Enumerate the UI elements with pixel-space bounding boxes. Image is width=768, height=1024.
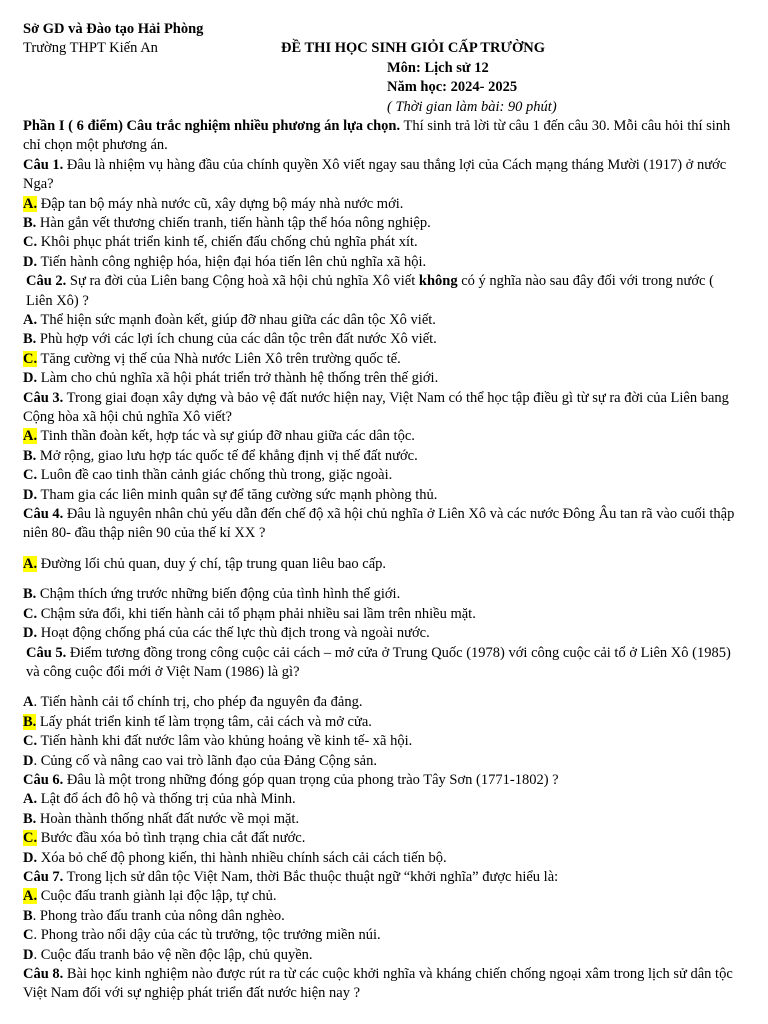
- question-text: Trong giai đoạn xây dựng và bảo vệ đất nước hiện nay, Việt Nam có thể học tập điều gì từ sự ra đời của Liên bang Cộng hòa xã hội chủ nghĩa Xô viết?: [23, 389, 729, 426]
- option-letter: B.: [23, 214, 37, 231]
- option-text: Bước đầu xóa bỏ tình trạng chia cắt đất nước.: [37, 830, 306, 847]
- school-name: Trường THPT Kiến An: [23, 40, 158, 57]
- option-text: Tham gia các liên minh quân sự để tăng cường sức mạnh phòng thủ.: [37, 486, 438, 503]
- question-number: Câu 2.: [26, 273, 67, 290]
- q6-option-c: [23, 829, 744, 848]
- question-1: [23, 156, 744, 195]
- question-text: Điểm tương đồng trong công cuộc cải cách – mở cửa ở Trung Quốc (1978) với công cuộc cải tổ ở Liên Xô (1985) và công cuộc đổi mới ở Việt Nam (1986) là gì?: [26, 644, 731, 680]
- q1-option-d: [23, 253, 744, 272]
- duration-label: ( Thời gian làm bài: 90 phút): [387, 98, 557, 115]
- q7-option-d: [23, 946, 744, 965]
- option-letter: B.: [23, 331, 37, 348]
- option-text: Hoạt động chống phá của các thế lực thù địch trong và ngoài nước.: [37, 625, 430, 642]
- q3-option-b: [23, 447, 744, 466]
- option-text: Phù hợp với các lợi ích chung của các dân tộc trên đất nước Xô viết.: [36, 331, 437, 348]
- option-text: Làm cho chủ nghĩa xã hội phát triển trở thành hệ thống trên thế giới.: [37, 370, 439, 387]
- option-letter: B.: [23, 810, 37, 827]
- option-letter: C.: [23, 234, 38, 251]
- q6-option-d: [23, 849, 744, 868]
- option-text: Xóa bỏ chế độ phong kiến, thi hành nhiều chính sách cải cách tiến bộ.: [37, 849, 447, 866]
- spacer: [23, 544, 744, 555]
- option-letter: A.: [23, 428, 38, 445]
- question-text: Đâu là nhiệm vụ hàng đầu của chính quyền Xô viết ngay sau thắng lợi của Cách mạng tháng Mười (1917) ở nước Nga?: [23, 156, 727, 193]
- option-letter: A.: [23, 312, 38, 329]
- option-text: . Cuộc đấu tranh bảo vệ nền độc lập, chủ quyền.: [33, 946, 313, 963]
- option-text: Tiến hành khi đất nước lâm vào khủng hoảng về kinh tế- xã hội.: [37, 733, 413, 750]
- q2-option-d: [23, 369, 744, 388]
- option-letter: D.: [23, 253, 38, 270]
- question-4: [23, 505, 744, 544]
- option-text: Tinh thần đoàn kết, hợp tác và sự giúp đỡ nhau giữa các dân tộc.: [37, 428, 415, 445]
- header-row-2: [23, 39, 744, 58]
- option-letter: A.: [23, 791, 38, 808]
- question-emphasis: không: [418, 273, 458, 290]
- subject-label: Môn: Lịch sử 12: [387, 59, 489, 76]
- q5-option-a: [23, 693, 744, 712]
- q2-option-a: [23, 311, 744, 330]
- q7-option-c: [23, 926, 744, 945]
- q6-option-b: [23, 810, 744, 829]
- part1-instruction: Thí sinh trả lời từ câu 1 đến câu 30. Mỗi câu hỏi thí sinh chỉ chọn một phương án.: [23, 117, 731, 154]
- q3-option-a: [23, 427, 744, 446]
- option-letter: D: [23, 752, 34, 769]
- school-year-label: Năm học: 2024- 2025: [387, 79, 518, 96]
- q3-option-c: [23, 466, 744, 485]
- option-letter: B: [23, 907, 33, 924]
- question-6: [23, 771, 744, 790]
- question-number: Câu 8.: [23, 966, 64, 983]
- question-text: Đâu là một trong những đóng góp quan trọng của phong trào Tây Sơn (1771-1802) ?: [63, 771, 559, 788]
- option-text: . Phong trào đấu tranh của nông dân nghèo.: [32, 907, 285, 924]
- q3-option-d: [23, 486, 744, 505]
- option-text: . Phong trào nổi dậy của các tù trưởng, tộc trưởng miền núi.: [33, 927, 381, 944]
- option-text: Mở rộng, giao lưu hợp tác quốc tế để khẳng định vị thế đất nước.: [36, 447, 418, 464]
- option-text: Thể hiện sức mạnh đoàn kết, giúp đỡ nhau giữa các dân tộc Xô viết.: [37, 312, 436, 329]
- option-letter: C.: [23, 350, 38, 367]
- option-text: Hoàn thành thống nhất đất nước về mọi mặt.: [36, 810, 300, 827]
- question-text: Trong lịch sử dân tộc Việt Nam, thời Bắc thuộc thuật ngữ “khởi nghĩa” được hiểu là:: [63, 868, 559, 885]
- option-letter: A.: [23, 888, 38, 905]
- option-letter: A.: [23, 555, 38, 572]
- header-row-1: [23, 20, 744, 39]
- option-text: Chậm thích ứng trước những biến động của tình hình thế giới.: [36, 586, 401, 603]
- q5-option-b: [23, 713, 744, 732]
- q4-option-a: [23, 555, 744, 574]
- option-letter: B.: [23, 586, 37, 603]
- option-text: Tăng cường vị thế của Nhà nước Liên Xô trên trường quốc tế.: [37, 350, 401, 367]
- option-letter: D: [23, 946, 34, 963]
- q4-option-b: [23, 585, 744, 604]
- part1-intro: [23, 117, 744, 156]
- question-text: Sự ra đời của Liên bang Cộng hoà xã hội chủ nghĩa Xô viết: [66, 273, 419, 290]
- option-text: Luôn đề cao tinh thần cảnh giác chống thù trong, giặc ngoài.: [37, 467, 393, 484]
- option-letter: A: [23, 694, 34, 711]
- option-text: Lấy phát triển kinh tế làm trọng tâm, cải cách và mở cửa.: [36, 713, 372, 730]
- question-number: Câu 3.: [23, 389, 64, 406]
- option-letter: A.: [23, 195, 38, 212]
- spacer: [23, 682, 744, 693]
- option-letter: C.: [23, 605, 38, 622]
- header-row-4: [23, 78, 744, 97]
- question-number: Câu 1.: [23, 156, 64, 173]
- option-text: Lật đổ ách đô hộ và thống trị của nhà Minh.: [37, 791, 296, 808]
- option-letter: D.: [23, 486, 38, 503]
- question-number: Câu 5.: [26, 644, 67, 661]
- option-letter: C.: [23, 830, 38, 847]
- option-letter: D.: [23, 370, 38, 387]
- question-2: [23, 272, 744, 311]
- option-letter: B.: [23, 447, 37, 464]
- q4-option-d: [23, 624, 744, 643]
- question-5: [23, 644, 744, 683]
- question-text: có ý nghĩa nào sau đây đối với trong nước ( Liên Xô) ?: [26, 273, 714, 309]
- question-text: Đâu là nguyên nhân chủ yếu dẫn đến chế độ xã hội chủ nghĩa ở Liên Xô và các nước Đông Âu tan rã vào cuối thập niên 80- đầu thập niên 90 của thế kỉ XX ?: [23, 506, 735, 542]
- option-text: Chậm sửa đổi, khi tiến hành cải tổ phạm phải nhiều sai lầm trên nhiều mặt.: [37, 605, 476, 622]
- question-number: Câu 6.: [23, 771, 64, 788]
- option-text: . Tiến hành cải tổ chính trị, cho phép đa nguyên đa đảng.: [33, 694, 363, 711]
- option-text: Đường lối chủ quan, duy ý chí, tập trung quan liêu bao cấp.: [37, 555, 387, 572]
- q7-option-a: [23, 887, 744, 906]
- option-letter: C.: [23, 733, 38, 750]
- q5-option-d: [23, 752, 744, 771]
- part1-heading: Phần I ( 6 điểm) Câu trắc nghiệm nhiều phương án lựa chọn.: [23, 117, 401, 134]
- q1-option-a: [23, 195, 744, 214]
- option-text: . Củng cố và nâng cao vai trò lãnh đạo của Đảng Cộng sản.: [33, 752, 377, 769]
- option-text: Tiến hành công nghiệp hóa, hiện đại hóa tiến lên chủ nghĩa xã hội.: [37, 253, 427, 270]
- q1-option-b: [23, 214, 744, 233]
- question-3: [23, 389, 744, 428]
- option-letter: D.: [23, 625, 38, 642]
- question-number: Câu 7.: [23, 868, 64, 885]
- question-text: Bài học kinh nghiệm nào được rút ra từ các cuộc khởi nghĩa và kháng chiến chống ngoại xâm trong lịch sử dân tộc Việt Nam đối với sự nghiệp phát triển đất nước hiện nay ?: [23, 966, 733, 1002]
- option-text: Đập tan bộ máy nhà nước cũ, xây dựng bộ máy nhà nước mới.: [37, 195, 404, 212]
- question-number: Câu 4.: [23, 506, 64, 523]
- q6-option-a: [23, 790, 744, 809]
- option-text: Khôi phục phát triển kinh tế, chiến đấu chống chủ nghĩa phát xít.: [37, 234, 418, 251]
- q1-option-c: [23, 233, 744, 252]
- option-text: Cuộc đấu tranh giành lại độc lập, tự chủ.: [37, 888, 277, 905]
- option-letter: C: [23, 927, 34, 944]
- option-text: Hàn gắn vết thương chiến tranh, tiến hành tập thể hóa nông nghiệp.: [36, 214, 431, 231]
- q4-option-c: [23, 605, 744, 624]
- question-8: [23, 965, 744, 1004]
- question-7: [23, 868, 744, 887]
- option-letter: B.: [23, 713, 37, 730]
- option-letter: C.: [23, 467, 38, 484]
- exam-title: ĐỀ THI HỌC SINH GIỎI CẤP TRƯỜNG: [281, 40, 546, 57]
- q5-option-c: [23, 732, 744, 751]
- q2-option-c: [23, 350, 744, 369]
- department-name: Sở GD và Đào tạo Hải Phòng: [23, 21, 204, 37]
- option-letter: D.: [23, 849, 38, 866]
- q7-option-b: [23, 907, 744, 926]
- spacer: [23, 574, 744, 585]
- header-row-5: [23, 98, 744, 117]
- q2-option-b: [23, 330, 744, 349]
- header-row-3: [23, 59, 744, 78]
